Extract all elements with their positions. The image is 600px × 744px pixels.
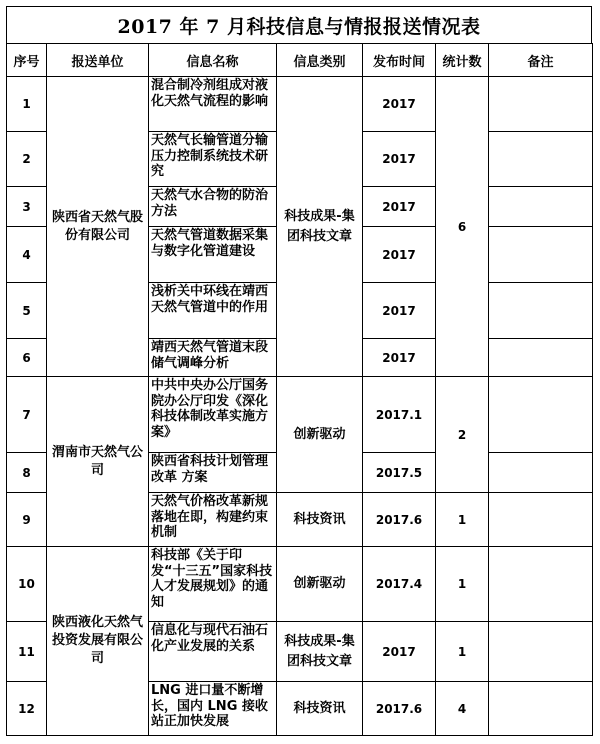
- date-cell: 2017: [363, 77, 436, 132]
- page-title: 2017 年 7 月科技信息与情报报送情况表: [6, 6, 592, 44]
- date-cell: 2017.6: [363, 682, 436, 736]
- info-name: 天然气管道数据采集与数字化管道建设: [149, 227, 277, 283]
- row-seq: 1: [7, 77, 47, 132]
- date-cell: 2017.5: [363, 453, 436, 493]
- count-cell: 4: [436, 682, 489, 736]
- remark-cell: [489, 453, 593, 493]
- date-cell: 2017.4: [363, 547, 436, 622]
- table-row: [7, 77, 593, 132]
- info-name: 信息化与现代石油石化产业发展的关系: [149, 622, 277, 682]
- header-count: 统计数: [436, 44, 489, 77]
- info-name: 浅析关中环线在靖西天然气管道中的作用: [149, 283, 277, 339]
- header-unit: 报送单位: [47, 44, 149, 77]
- info-name: 天然气水合物的防治方法: [149, 187, 277, 227]
- date-cell: 2017: [363, 622, 436, 682]
- info-name: 陕西省科技计划管理改革 方案: [149, 453, 277, 493]
- date-cell: 2017: [363, 132, 436, 187]
- category-cell: 科技成果-集团科技文章: [277, 77, 363, 377]
- date-cell: 2017: [363, 283, 436, 339]
- row-seq: 6: [7, 339, 47, 377]
- remark-cell: [489, 547, 593, 622]
- remark-cell: [489, 187, 593, 227]
- row-seq: 9: [7, 493, 47, 547]
- remark-cell: [489, 132, 593, 187]
- date-cell: 2017.1: [363, 377, 436, 453]
- info-name: 混合制冷剂组成对液化天然气流程的影响: [149, 77, 277, 132]
- category-cell: 科技资讯: [277, 493, 363, 547]
- table-row: [7, 377, 593, 453]
- count-cell: 1: [436, 547, 489, 622]
- info-name: 靖西天然气管道末段储气调峰分析: [149, 339, 277, 377]
- category-cell: 创新驱动: [277, 547, 363, 622]
- count-cell: 1: [436, 622, 489, 682]
- row-seq: 3: [7, 187, 47, 227]
- remark-cell: [489, 377, 593, 453]
- header-info-name: 信息名称: [149, 44, 277, 77]
- info-name: LNG 进口量不断增长，国内 LNG 接收站正加快发展: [149, 682, 277, 736]
- table-row: [7, 547, 593, 622]
- row-seq: 5: [7, 283, 47, 339]
- header-seq: 序号: [7, 44, 47, 77]
- row-seq: 4: [7, 227, 47, 283]
- unit-cell: 陕西省天然气股份有限公司: [47, 77, 149, 377]
- row-seq: 8: [7, 453, 47, 493]
- unit-cell: 陕西液化天然气投资发展有限公司: [47, 547, 149, 736]
- remark-cell: [489, 227, 593, 283]
- category-cell: 科技成果-集团科技文章: [277, 622, 363, 682]
- date-cell: 2017: [363, 227, 436, 283]
- header-row: [7, 44, 593, 77]
- remark-cell: [489, 493, 593, 547]
- category-cell: 科技资讯: [277, 682, 363, 736]
- remark-cell: [489, 77, 593, 132]
- category-cell: 创新驱动: [277, 377, 363, 493]
- info-name: 中共中央办公厅国务院办公厅印发《深化科技体制改革实施方案》: [149, 377, 277, 453]
- remark-cell: [489, 339, 593, 377]
- info-name: 天然气长输管道分输压力控制系统技术研究: [149, 132, 277, 187]
- row-seq: 10: [7, 547, 47, 622]
- report-table: [6, 43, 593, 736]
- count-cell: 1: [436, 493, 489, 547]
- header-category: 信息类别: [277, 44, 363, 77]
- count-cell: 6: [436, 77, 489, 377]
- remark-cell: [489, 682, 593, 736]
- row-seq: 11: [7, 622, 47, 682]
- date-cell: 2017: [363, 339, 436, 377]
- remark-cell: [489, 283, 593, 339]
- date-cell: 2017: [363, 187, 436, 227]
- count-cell: 2: [436, 377, 489, 493]
- date-cell: 2017.6: [363, 493, 436, 547]
- header-remark: 备注: [489, 44, 593, 77]
- remark-cell: [489, 622, 593, 682]
- row-seq: 7: [7, 377, 47, 453]
- row-seq: 12: [7, 682, 47, 736]
- info-name: 科技部《关于印发“十三五”国家科技人才发展规划》的通知: [149, 547, 277, 622]
- unit-cell: 渭南市天然气公司: [47, 377, 149, 547]
- row-seq: 2: [7, 132, 47, 187]
- header-date: 发布时间: [363, 44, 436, 77]
- info-name: 天然气价格改革新规落地在即，构建约束机制: [149, 493, 277, 547]
